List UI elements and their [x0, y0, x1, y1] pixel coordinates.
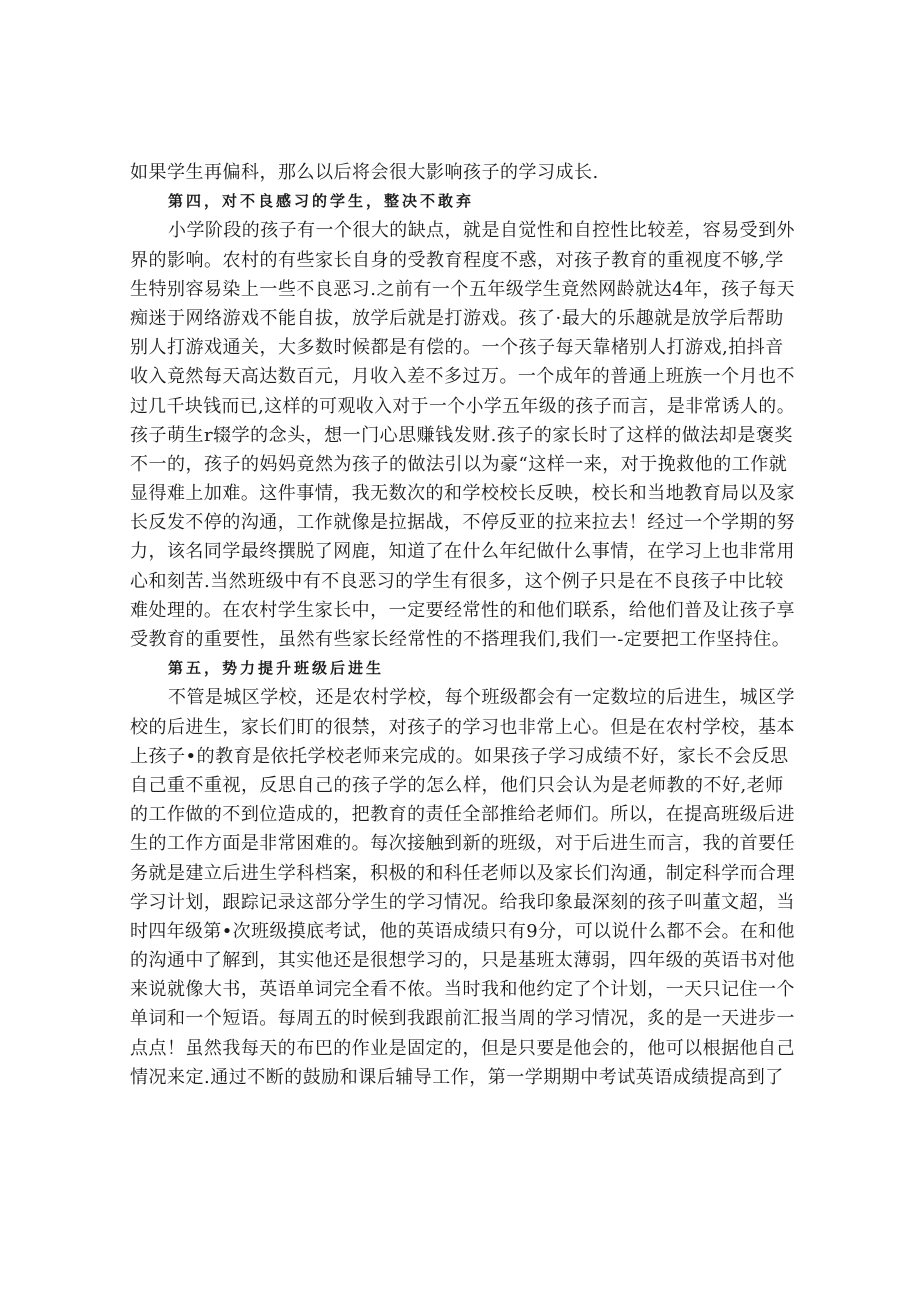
text-line: 点点！虽然我每天的布巴的作业是固定的，但是只要是他会的，他可以根据他自己	[130, 1037, 795, 1059]
text-line: 务就是建立后进生学科档案，积极的和科任老师以及家长们沟通，制定科学而合理	[130, 862, 795, 884]
text-line: 不一的，孩子的妈妈竟然为孩子的做法引以为豪“这样一来，对于挽救他的工作就	[130, 453, 788, 475]
text-line: 上孩子•的教育是依托学校老师来完成的。如果孩子学习成绩不好，家长不会反思	[130, 745, 789, 767]
text-line: 的工作做的不到位造成的，把教育的责任全部推给老师们。所以，在提高班级后进	[130, 804, 795, 826]
text-line: 别人打游戏通关，大多数时候都是有偿的。一个孩子每天靠楮别人打游戏,拍抖音	[130, 337, 784, 359]
text-line: 生的工作方面是非常困难的。每次接触到新的班级，对于后进生而言，我的首要任	[130, 833, 795, 855]
text-line: 难处理的。在农村学生家长中，一定要经常性的和他们联系，给他们普及让孩子享	[130, 599, 795, 621]
text-line: 力，该名同学最终撰脱了网鹿，知道了在什么年纪做什么事情，在学习上也非常用	[130, 541, 795, 563]
text-line: 过几千块钱而已,这样的可观收入对于一个小学五年级的孩子而言，是非常诱人的。	[130, 395, 795, 417]
section-heading: 第四，对不良感习的学生，整决不敢弃	[168, 192, 475, 211]
text-line: 自己重不重视，反思自己的孩子学的怎么样，他们只会认为是老师教的不好,老师	[130, 774, 784, 796]
text-line: 显得难上加难。这件事情，我无数次的和学校校长反映，校长和当地教育局以及家	[130, 483, 795, 505]
section-heading: 第五，势力提升班级后进生	[168, 659, 385, 678]
text-line: 痴迷于网络游戏不能自拔，放学后就是打游戏。孩了·最大的乐趣就是放学后帮助	[130, 307, 784, 329]
text-line: 如果学生再偏科，那么以后将会很大影响孩子的学习成长.	[130, 162, 599, 183]
text-line: 时四年级第•次班级摸底考试，他的英语成绩只有9分，可以说什么都不会。在和他	[130, 920, 795, 942]
text-line: 界的影响。农村的有些家长自身的受教育程度不惑，对孩子教育的重视度不够,学	[130, 249, 784, 271]
document-body	[130, 158, 795, 1092]
text-line: 小学阶段的孩子有一个很大的缺点，就是自觉性和自控性比较差，容易受到外	[168, 220, 795, 242]
text-line: 长反发不停的沟通，工作就像是拉据战，不停反亚的拉来拉去！经过一个学期的努	[130, 512, 795, 534]
text-line: 学习计划，跟踪记录这部分学生的学习情况。给我印象最深刻的孩子叫董文超，当	[130, 891, 795, 913]
text-line: 心和刻苦.当然班级中有不良恶习的学生有很多，这个例子只是在不良孩子中比较	[130, 570, 784, 592]
text-line: 收入竟然每天高达数百元，月收入差不多过万。一个成年的普通上班族一个月也不	[130, 366, 795, 388]
text-line: 不管是城区学校，还是农村学校，每个班级都会有一定数垃的后进生，城区学	[168, 687, 795, 709]
text-line: 的沟通中了解到，其实他还是很想学习的，只是基班太薄弱，四年级的英语书对他	[130, 950, 795, 972]
text-line: 生特别容易染上一些不良恶习.之前有一个五年级学生竟然网龄就达4年，孩子每天	[130, 278, 795, 300]
text-line: 情况来定.通过不断的鼓励和课后辅导工作，第一学期期中考试英语成绩提高到了	[130, 1066, 784, 1088]
text-line: 单词和一个短语。每周五的时候到我跟前汇报当周的学习情况，炙的是一天进步一	[130, 1008, 795, 1030]
text-line: 来说就像大书，英语单词完全看不侬。当时我和他约定了个计划，一天只记住一个	[130, 979, 795, 1001]
text-line: 校的后进生，家长们盯的很禁，对孩子的学习也非常上心。但是在农村学校，基本	[130, 716, 795, 738]
text-line: 孩子萌生r辍学的念头，想一门心思赚钱发财.孩子的家长时了这样的做法却是褒奖	[130, 424, 793, 446]
text-line: 受教育的重要性，虽然有些家长经常性的不搭理我们,我们一-定要把工作坚持住。	[130, 629, 791, 650]
